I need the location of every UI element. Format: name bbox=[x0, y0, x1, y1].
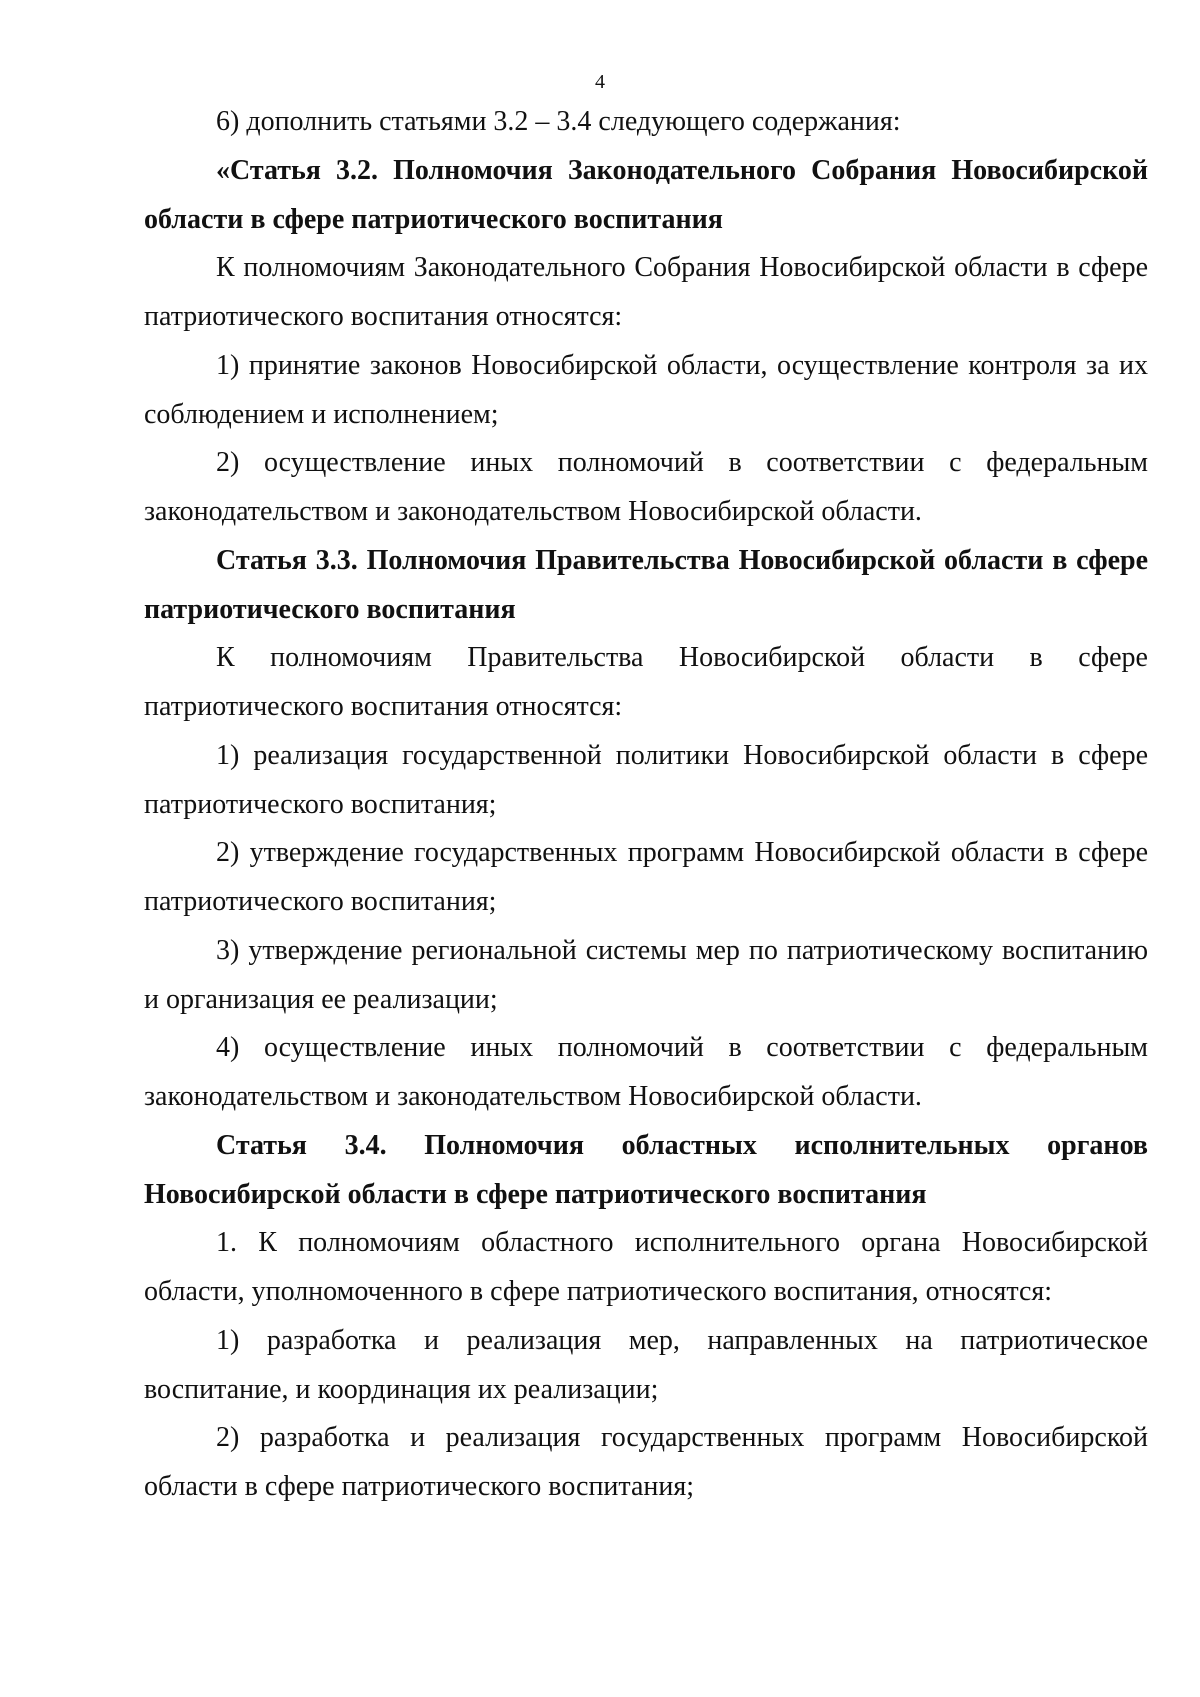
list-item: 4) осуществление иных полномочий в соответствии с федеральным законодательством и законодательством Новосибирской области. bbox=[144, 1032, 1148, 1112]
article-heading-3-3: Статья 3.3. Полномочия Правительства Новосибирской области в сфере патриотического воспитания bbox=[144, 544, 1148, 625]
paragraph: 1. К полномочиям областного исполнительного органа Новосибирской области, уполномоченного в сфере патриотического воспитания, относятся: bbox=[144, 1227, 1148, 1307]
article-heading-3-2: «Статья 3.2. Полномочия Законодательного Собрания Новосибирской области в сфере патриотического воспитания bbox=[144, 154, 1148, 235]
paragraph-intro: 6) дополнить статьями 3.2 – 3.4 следующего содержания: bbox=[216, 106, 901, 137]
page-number: 4 bbox=[595, 71, 605, 93]
document-body bbox=[144, 98, 1148, 1512]
list-item: 2) разработка и реализация государственных программ Новосибирской области в сфере патриотического воспитания; bbox=[144, 1422, 1148, 1502]
list-item: 1) разработка и реализация мер, направленных на патриотическое воспитание, и координация их реализации; bbox=[144, 1324, 1148, 1405]
paragraph: К полномочиям Правительства Новосибирской области в сфере патриотического воспитания относятся: bbox=[144, 642, 1148, 722]
list-item: 1) принятие законов Новосибирской области, осуществление контроля за их соблюдением и исполнением; bbox=[144, 349, 1148, 430]
article-heading-3-4: Статья 3.4. Полномочия областных исполнительных органов Новосибирской области в сфере патриотического воспитания bbox=[144, 1129, 1148, 1210]
list-item: 1) реализация государственной политики Новосибирской области в сфере патриотического воспитания; bbox=[144, 739, 1148, 820]
list-item: 2) осуществление иных полномочий в соответствии с федеральным законодательством и законодательством Новосибирской области. bbox=[144, 447, 1148, 527]
list-item: 3) утверждение региональной системы мер по патриотическому воспитанию и организация ее реализации; bbox=[144, 934, 1148, 1015]
list-item: 2) утверждение государственных программ Новосибирской области в сфере патриотического воспитания; bbox=[144, 837, 1148, 917]
paragraph: К полномочиям Законодательного Собрания Новосибирской области в сфере патриотического воспитания относятся: bbox=[144, 252, 1148, 332]
